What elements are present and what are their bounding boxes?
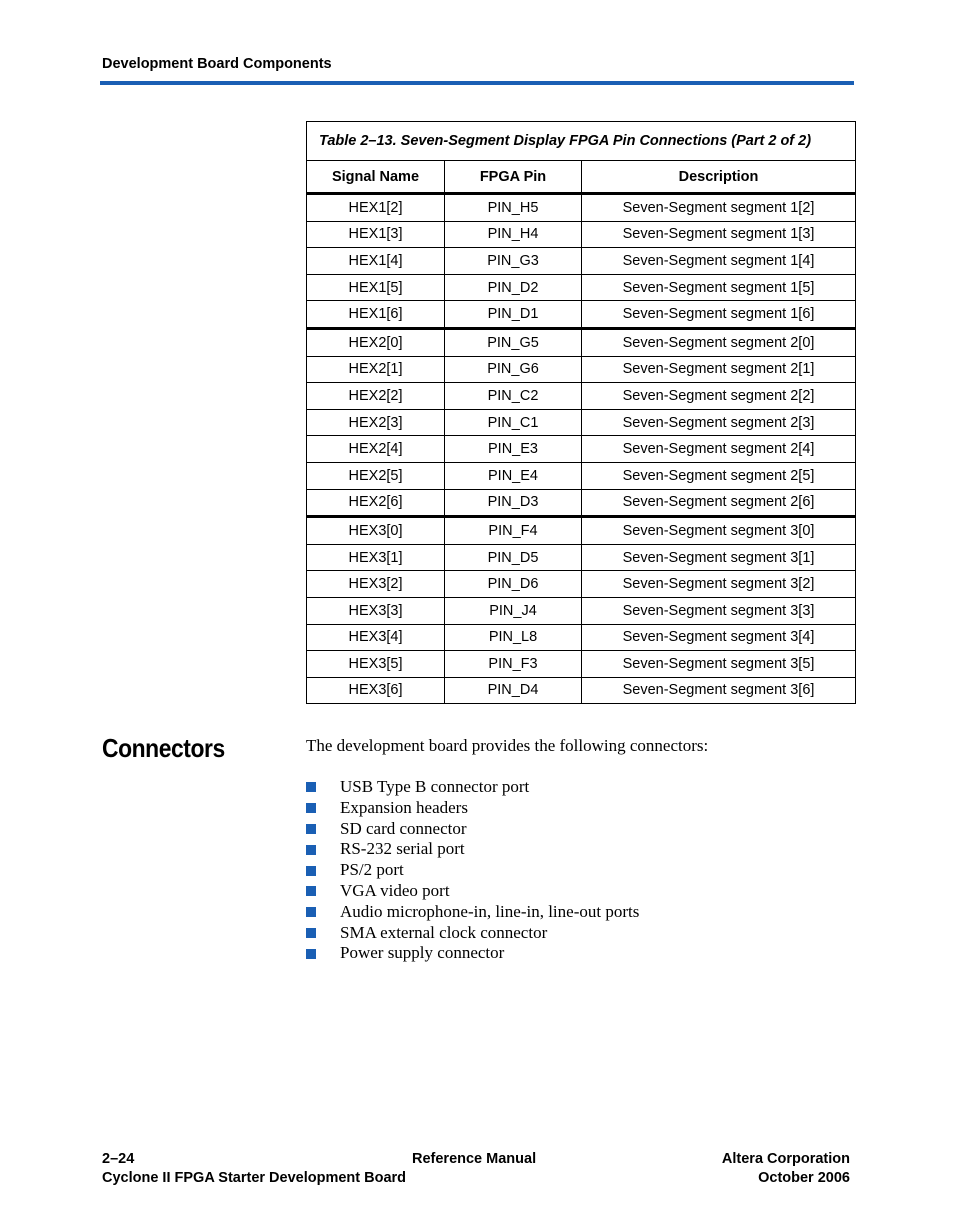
list-item-label: USB Type B connector port: [340, 777, 530, 796]
cell-signal-name: HEX2[5]: [307, 462, 445, 489]
table-caption-row: [307, 122, 856, 161]
list-item: [306, 777, 639, 798]
square-bullet-icon: [306, 886, 316, 896]
table-row: [307, 624, 856, 651]
cell-fpga-pin: PIN_C2: [445, 383, 582, 410]
table-header-row: [307, 161, 856, 194]
header-rule: [100, 81, 854, 85]
table-row: [307, 489, 856, 517]
square-bullet-icon: [306, 866, 316, 876]
column-header-pin: FPGA Pin: [445, 161, 582, 194]
cell-description: Seven-Segment segment 3[4]: [582, 624, 856, 651]
table-row: [307, 409, 856, 436]
table-row: [307, 194, 856, 222]
list-item-label: RS-232 serial port: [340, 839, 465, 859]
table-row: [307, 597, 856, 624]
footer-page-number: 2–24: [102, 1151, 135, 1167]
table-row: [307, 328, 856, 356]
cell-description: Seven-Segment segment 3[5]: [582, 651, 856, 678]
square-bullet-icon: [306, 928, 316, 938]
section-title-connectors: Connectors: [102, 733, 225, 763]
cell-description: Seven-Segment segment 3[0]: [582, 517, 856, 545]
table-row: [307, 677, 856, 704]
list-item-label: SMA external clock connector: [340, 922, 548, 942]
cell-description: Seven-Segment segment 2[5]: [582, 462, 856, 489]
cell-signal-name: HEX1[3]: [307, 221, 445, 248]
cell-description: Seven-Segment segment 2[3]: [582, 409, 856, 436]
cell-signal-name: HEX1[2]: [307, 194, 445, 222]
list-item-label: PS/2 port: [340, 860, 404, 880]
cell-description: Seven-Segment segment 2[1]: [582, 356, 856, 383]
cell-fpga-pin: PIN_D3: [445, 489, 582, 517]
cell-fpga-pin: PIN_L8: [445, 624, 582, 651]
column-header-signal: Signal Name: [307, 161, 445, 194]
footer-company: Altera Corporation: [721, 1151, 850, 1167]
square-bullet-icon: [306, 845, 316, 855]
square-bullet-icon: [306, 949, 316, 959]
cell-description: Seven-Segment segment 3[1]: [582, 544, 856, 571]
cell-description: Seven-Segment segment 3[2]: [582, 571, 856, 598]
cell-description: Seven-Segment segment 3[3]: [582, 597, 856, 624]
table-row: [307, 248, 856, 275]
footer-doc-subtitle: Cyclone II FPGA Starter Development Board: [102, 1170, 407, 1186]
list-item: [306, 860, 639, 881]
cell-fpga-pin: PIN_E4: [445, 462, 582, 489]
cell-signal-name: HEX2[6]: [307, 489, 445, 517]
square-bullet-icon: [306, 782, 316, 792]
list-item: [306, 798, 639, 819]
cell-description: Seven-Segment segment 1[2]: [582, 194, 856, 222]
cell-signal-name: HEX2[4]: [307, 436, 445, 463]
cell-fpga-pin: PIN_D4: [445, 677, 582, 704]
table-row: [307, 571, 856, 598]
cell-signal-name: HEX3[3]: [307, 597, 445, 624]
cell-signal-name: HEX2[2]: [307, 383, 445, 410]
cell-fpga-pin: PIN_F3: [445, 651, 582, 678]
list-item-label: SD card connector: [340, 818, 467, 838]
table-row: [307, 462, 856, 489]
table-row: [307, 383, 856, 410]
cell-fpga-pin: PIN_D2: [445, 274, 582, 301]
pin-connections-table: [306, 121, 856, 704]
cell-signal-name: HEX3[1]: [307, 544, 445, 571]
list-item-label: Expansion headers: [340, 797, 468, 817]
cell-signal-name: HEX1[4]: [307, 248, 445, 275]
table-row: [307, 301, 856, 329]
cell-description: Seven-Segment segment 2[4]: [582, 436, 856, 463]
cell-fpga-pin: PIN_G3: [445, 248, 582, 275]
cell-fpga-pin: PIN_G5: [445, 328, 582, 356]
square-bullet-icon: [306, 907, 316, 917]
list-item-label: Audio microphone-in, line-in, line-out ports: [340, 901, 640, 921]
list-item: [306, 902, 639, 923]
square-bullet-icon: [306, 803, 316, 813]
cell-fpga-pin: PIN_D1: [445, 301, 582, 329]
cell-description: Seven-Segment segment 2[2]: [582, 383, 856, 410]
table-row: [307, 436, 856, 463]
cell-fpga-pin: PIN_E3: [445, 436, 582, 463]
cell-description: Seven-Segment segment 1[3]: [582, 221, 856, 248]
list-item: [306, 943, 639, 964]
cell-fpga-pin: PIN_D6: [445, 571, 582, 598]
cell-fpga-pin: PIN_D5: [445, 544, 582, 571]
cell-signal-name: HEX1[6]: [307, 301, 445, 329]
cell-signal-name: HEX3[4]: [307, 624, 445, 651]
list-item: [306, 881, 639, 902]
table-row: [307, 651, 856, 678]
table-row: [307, 356, 856, 383]
cell-fpga-pin: PIN_F4: [445, 517, 582, 545]
table-row: [307, 221, 856, 248]
connectors-list: [306, 777, 639, 964]
cell-description: Seven-Segment segment 3[6]: [582, 677, 856, 704]
list-item: [306, 819, 639, 840]
connectors-intro: The development board provides the following connectors:: [306, 736, 709, 755]
cell-signal-name: HEX2[1]: [307, 356, 445, 383]
footer-date: October 2006: [758, 1170, 850, 1186]
cell-signal-name: HEX2[3]: [307, 409, 445, 436]
list-item-label: VGA video port: [340, 880, 450, 900]
footer-manual-type: Reference Manual: [412, 1151, 537, 1167]
list-item: [306, 923, 639, 944]
cell-fpga-pin: PIN_H4: [445, 221, 582, 248]
cell-signal-name: HEX3[0]: [307, 517, 445, 545]
cell-description: Seven-Segment segment 2[0]: [582, 328, 856, 356]
table-row: [307, 517, 856, 545]
cell-fpga-pin: PIN_C1: [445, 409, 582, 436]
cell-signal-name: HEX3[5]: [307, 651, 445, 678]
cell-signal-name: HEX3[2]: [307, 571, 445, 598]
list-item: [306, 839, 639, 860]
cell-fpga-pin: PIN_G6: [445, 356, 582, 383]
cell-fpga-pin: PIN_H5: [445, 194, 582, 222]
cell-description: Seven-Segment segment 2[6]: [582, 489, 856, 517]
cell-signal-name: HEX1[5]: [307, 274, 445, 301]
table-row: [307, 274, 856, 301]
cell-description: Seven-Segment segment 1[6]: [582, 301, 856, 329]
square-bullet-icon: [306, 824, 316, 834]
list-item-label: Power supply connector: [340, 943, 505, 963]
cell-signal-name: HEX3[6]: [307, 677, 445, 704]
cell-description: Seven-Segment segment 1[4]: [582, 248, 856, 275]
cell-fpga-pin: PIN_J4: [445, 597, 582, 624]
running-head-title: Development Board Components: [102, 56, 332, 72]
cell-description: Seven-Segment segment 1[5]: [582, 274, 856, 301]
cell-signal-name: HEX2[0]: [307, 328, 445, 356]
column-header-description: Description: [582, 161, 856, 194]
pin-table-container: [306, 121, 855, 704]
table-row: [307, 544, 856, 571]
table-caption: Table 2–13. Seven-Segment Display FPGA Pin Connections (Part 2 of 2): [307, 122, 856, 161]
